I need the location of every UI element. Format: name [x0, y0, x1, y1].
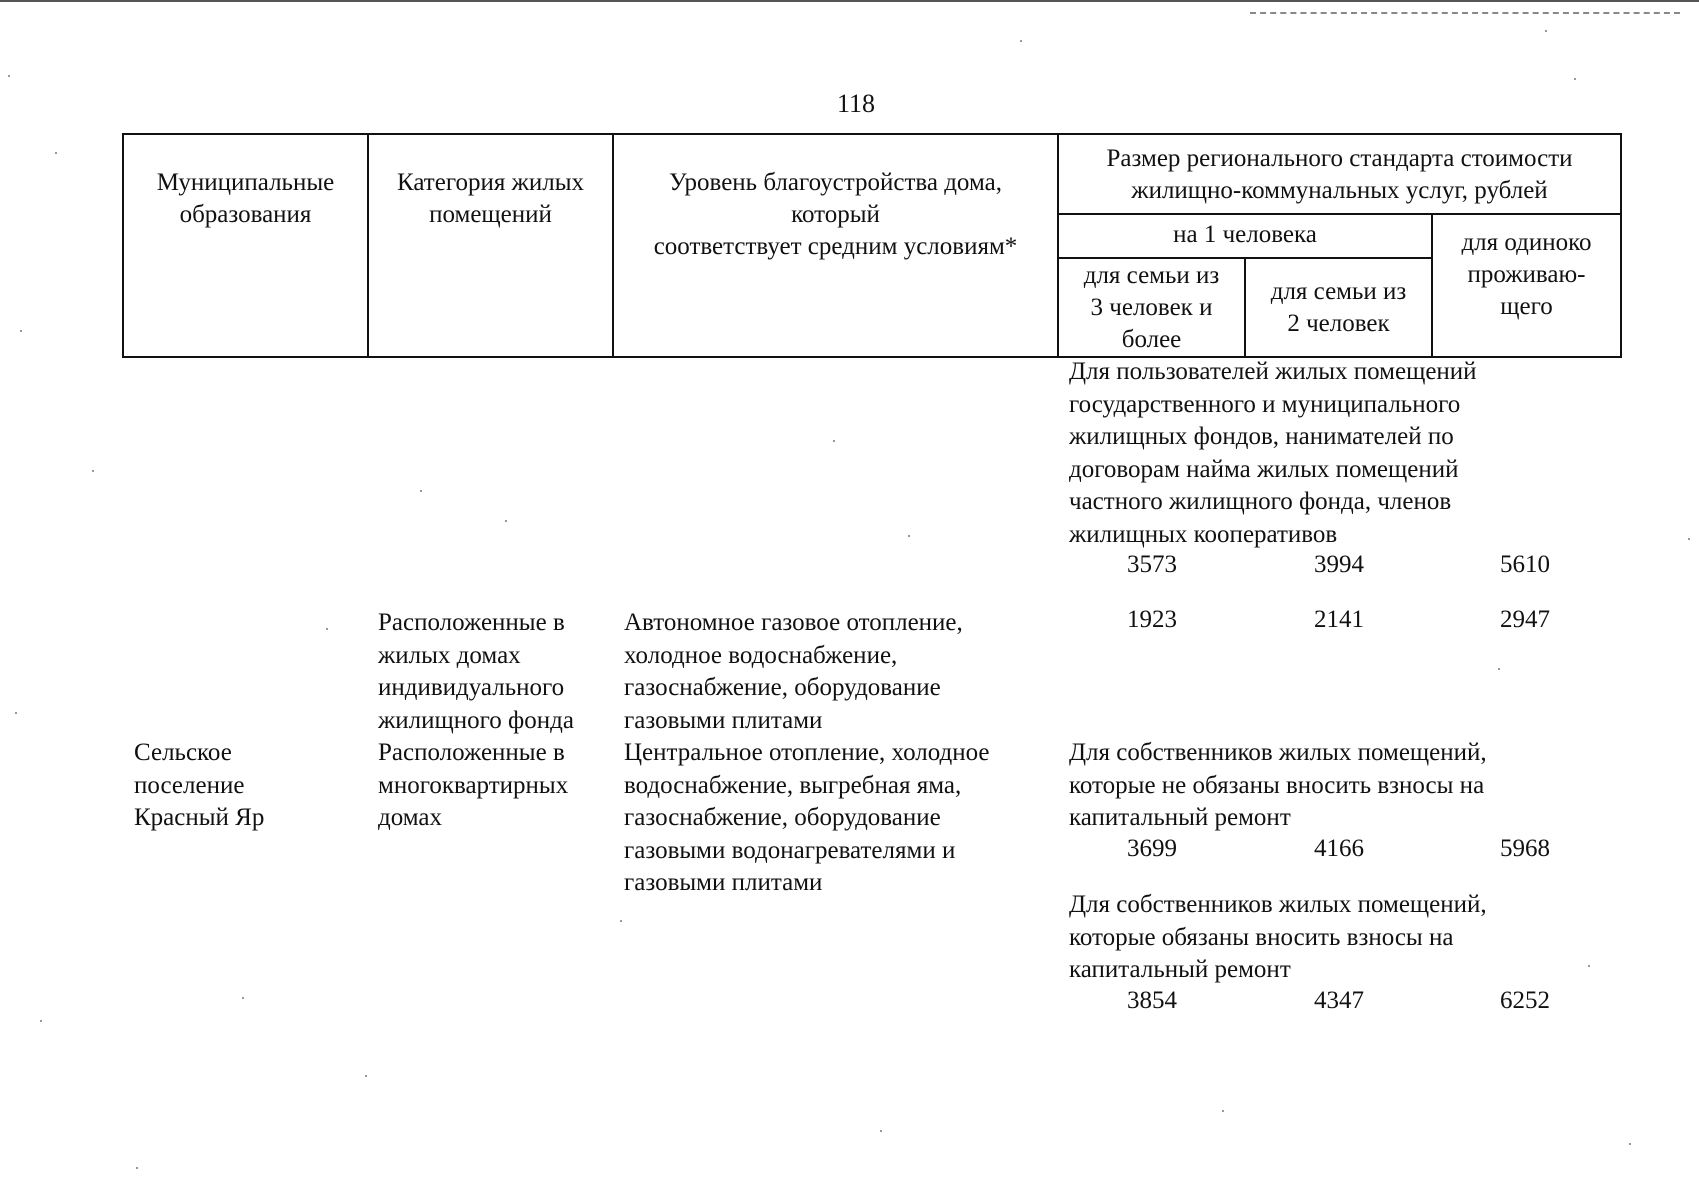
group-owners-not-obliged-label: Для собственников жилых помещений, которые не обязаны вносить взносы на капитальный ремонт: [1069, 739, 1487, 831]
scan-speck: [242, 997, 244, 999]
municipality-krasny-yar: Сельское поселение Красный Яр: [134, 739, 265, 831]
value-not-obliged-family2: 4166: [1314, 835, 1364, 862]
value-individual-family2: 2141: [1314, 606, 1364, 633]
value-not-obliged-family3: 3699: [1127, 835, 1177, 862]
improvement-apartment: Центральное отопление, холодное водоснабжение, выгребная яма, газоснабжение, оборудование газовыми водонагревателями и газовыми плитами: [624, 739, 990, 896]
scan-speck: [1545, 30, 1547, 32]
header-family-2: для семьи из 2 человек: [1270, 278, 1407, 337]
header-family-3: для семьи из 3 человек и более: [1083, 262, 1220, 353]
value-tenants-family2: 3994: [1314, 551, 1364, 578]
scan-speck: [1588, 965, 1590, 967]
value-obliged-family2: 4347: [1314, 987, 1364, 1014]
header-category: Категория жилых помещений: [397, 169, 584, 228]
scan-top-edge: [0, 0, 1699, 2]
scan-speck: [1688, 538, 1690, 540]
value-tenants-family3: 3573: [1127, 551, 1177, 578]
scan-speck: [505, 520, 507, 522]
value-individual-single: 2947: [1500, 606, 1550, 633]
value-obliged-family3: 3854: [1127, 987, 1177, 1014]
header-regional-standard: Размер регионального стандарта стоимости жилищно-коммунальных услуг, рублей: [1106, 145, 1573, 204]
scan-speck: [55, 152, 57, 154]
scan-speck: [1498, 668, 1500, 670]
scan-speck: [365, 1075, 367, 1077]
header-per-person: на 1 человека: [1173, 221, 1317, 248]
group-owners-obliged-label: Для собственников жилых помещений, которые обязаны вносить взносы на капитальный ремонт: [1069, 891, 1487, 983]
scan-speck: [1574, 78, 1576, 80]
scan-speck: [15, 712, 17, 714]
category-individual: Расположенные в жилых домах индивидуального жилищного фонда: [378, 609, 574, 734]
scan-speck: [40, 1020, 42, 1022]
header-improvement-level: Уровень благоустройства дома, который соответствует средним условиям*: [653, 169, 1018, 260]
scan-speck: [908, 535, 910, 537]
header-table: [122, 133, 1622, 358]
scan-speck: [326, 628, 328, 630]
group-tenants-label: Для пользователей жилых помещений государственного и муниципального жилищных фондов, нанимателей по договорам найма жилых помещений частного жилищного фонда, членов жилищных кооперативов: [1069, 358, 1477, 548]
improvement-individual: Автономное газовое отопление, холодное водоснабжение, газоснабжение, оборудование газовыми плитами: [624, 609, 963, 734]
value-not-obliged-single: 5968: [1500, 835, 1550, 862]
scan-speck: [1629, 1143, 1631, 1145]
header-divider: [1057, 257, 1433, 259]
header-municipality: Муниципальные образования: [156, 169, 335, 228]
value-tenants-single: 5610: [1500, 551, 1550, 578]
scan-speck: [136, 1167, 138, 1169]
scan-speck: [8, 75, 10, 77]
scan-dashed-edge: [1250, 12, 1680, 14]
scan-speck: [833, 440, 835, 442]
value-individual-family3: 1923: [1127, 606, 1177, 633]
scan-speck: [92, 470, 94, 472]
header-divider: [1057, 213, 1620, 215]
scan-speck: [20, 330, 22, 332]
value-obliged-single: 6252: [1500, 987, 1550, 1014]
scan-speck: [1222, 1110, 1224, 1112]
scan-speck: [420, 490, 422, 492]
page-number: 118: [837, 89, 876, 118]
scan-speck: [1020, 40, 1022, 42]
scan-speck: [620, 920, 622, 922]
header-single: для одиноко проживаю- щего: [1461, 229, 1592, 320]
scan-speck: [880, 1130, 882, 1132]
category-apartment: Расположенные в многоквартирных домах: [378, 739, 569, 831]
